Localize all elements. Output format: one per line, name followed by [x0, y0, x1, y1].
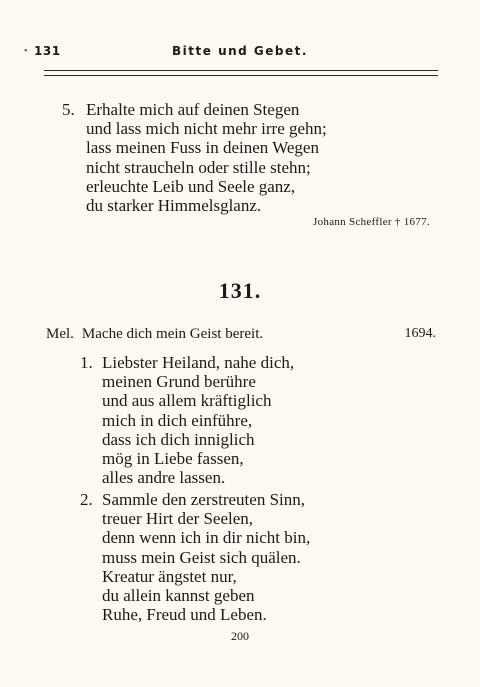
verse-line: muss mein Geist sich quälen. — [102, 547, 301, 567]
verse-line: Liebster Heiland, nahe dich, — [102, 353, 295, 372]
verse-line: Ruhe, Freud und Leben. — [102, 605, 267, 625]
verse-line: du starker Himmelsglanz. — [86, 195, 262, 215]
verse-line: mög in Liebe fassen, — [102, 448, 244, 468]
verse-line: erleuchte Leib und Seele ganz, — [86, 176, 296, 196]
verse-number: 2. — [80, 490, 93, 509]
verse-line: dass ich dich inniglich — [102, 429, 255, 449]
verse-lines — [102, 490, 310, 624]
verse-line: lass meinen Fuss in deinen Wegen — [86, 138, 319, 158]
verse-lines — [86, 100, 327, 215]
footer-page-number: 200 — [231, 629, 249, 643]
running-header — [0, 44, 480, 64]
header-title: Bitte und Gebet. — [172, 44, 308, 58]
verse-line: Erhalte mich auf deinen Stegen — [86, 100, 300, 119]
melody-year: 1694. — [404, 326, 436, 341]
bullet-mark: • — [24, 46, 28, 57]
verse-line: Kreatur ängstet nur, — [102, 566, 237, 586]
verse-line: alles andre lassen. — [102, 468, 226, 488]
melody-label: Mel. — [46, 326, 74, 342]
header-page-number: 131 — [34, 44, 61, 58]
melody-title: Mache dich mein Geist bereit. — [81, 326, 264, 342]
author-attribution: Johann Scheffler † 1677. — [313, 216, 430, 228]
verse-line: meinen Grund berühre — [102, 372, 256, 392]
verse-line: Sammle den zerstreuten Sinn, — [102, 490, 306, 509]
melody-line — [46, 326, 263, 343]
verse-line: und aus allem kräftiglich — [102, 391, 272, 411]
header-rule-top — [44, 70, 438, 71]
verse-lines — [102, 353, 294, 487]
verse-line: nicht straucheln oder stille stehn; — [86, 157, 311, 177]
hymn-number: 131. — [218, 278, 262, 303]
verse-number: 1. — [80, 353, 93, 372]
verse-line: und lass mich nicht mehr irre gehn; — [86, 119, 327, 139]
header-rule-bottom — [44, 75, 438, 76]
verse-line: treuer Hirt der Seelen, — [102, 509, 254, 529]
verse-line: du allein kannst geben — [102, 585, 255, 605]
verse-line: mich in dich einführe, — [102, 410, 253, 430]
verse-line: denn wenn ich in dir nicht bin, — [102, 528, 311, 548]
verse-number: 5. — [62, 100, 75, 119]
